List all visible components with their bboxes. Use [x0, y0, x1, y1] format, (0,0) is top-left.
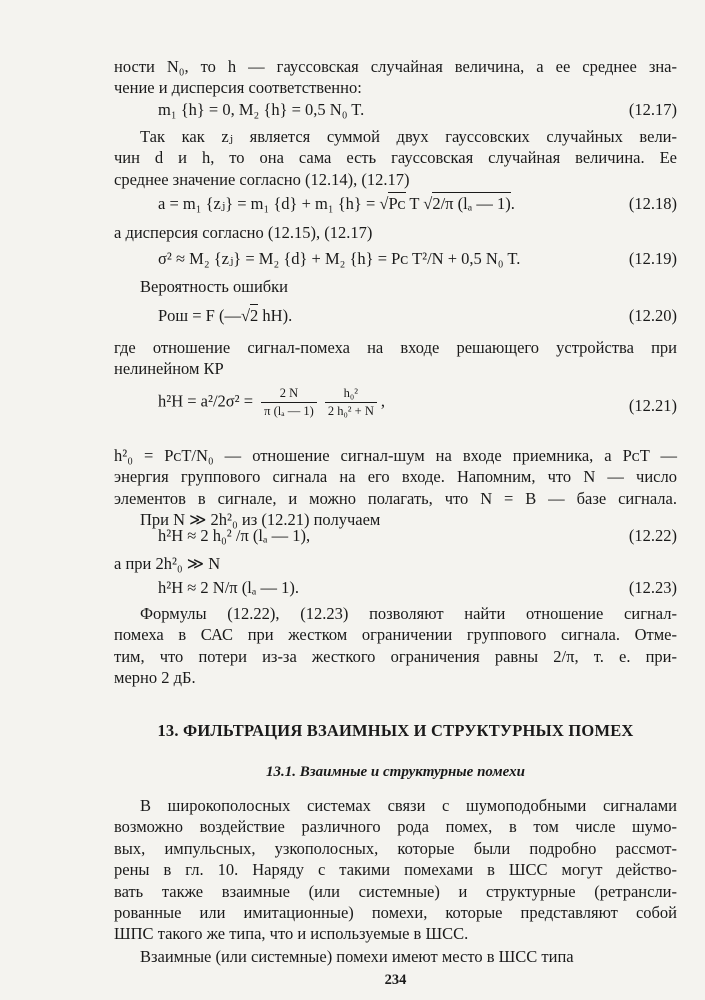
equation-12-18: a = m₁ {zⱼ} = m₁ {d} + m₁ {h} = √Pᴄ T √2/π (lₐ — 1).: [158, 194, 515, 213]
equation-12-22: h²Н ≈ 2 h₀² /π (lₐ — 1),: [158, 526, 311, 545]
equation-number-12-21: (12.21): [628, 396, 677, 415]
equation-number-12-17: (12.17): [628, 100, 677, 119]
probability-line: Вероятность ошибки: [140, 277, 289, 296]
paragraph-6: В широкополосных системах связи с шумоподобными сигналами возможно воздействие различного рода помех, в том числе шумо- вых, импульсных, узкополосных, которые были подробно рассмот- рены в гл. 10. Наряду с такими помехами в ШСС могут действо- вать также взаимные (или системные) и структурные (ретрансли- рованные или имитационные) помехи, которые представляют собой ШПС такого же типа, что и используемые в ШСС.: [114, 796, 677, 944]
equation-number-12-22: (12.22): [628, 526, 677, 545]
page-number: 234: [384, 972, 407, 988]
paragraph-5: Формулы (12.22), (12.23) позволяют найти отношение сигнал- помеха в САС при жестком ограничении группового сигнала. Отме- тим, что потери из-за жесткого ограничения равны 2/π, т. е. при- мерно 2 дБ.: [114, 604, 677, 688]
fraction-2: $\frac{\text{h₀²}}{\text{2 h₀² + N}}$: [325, 386, 377, 419]
paragraph-3: где отношение сигнал-помеха на входе решающего устройства при нелинейном КР: [114, 338, 677, 379]
paragraph-2: Так как zⱼ является суммой двух гауссовских случайных вели- чин d и h, то она сама есть гауссовская случайная величина. Ее среднее значение согласно (12.14), (12.17): [114, 127, 677, 189]
paragraph-7: Взаимные (или системные) помехи имеют место в ШСС типа: [140, 947, 574, 966]
paragraph-4: h²₀ = PᴄT/N₀ — отношение сигнал-шум на входе приемника, а PᴄT — энергия группового сигнала на его входе. Напомним, что N — число элементов в сигнале, и можно полагать, что N = B — базе сигнала. При N ≫ 2h²₀ из (12.21) получаем: [114, 446, 677, 530]
equation-number-12-18: (12.18): [628, 194, 677, 213]
equation-12-23: h²Н ≈ 2 N/π (lₐ — 1).: [158, 578, 299, 597]
equation-12-20: Pош = F (—√2 hН).: [158, 306, 293, 325]
fraction-1: $\frac{2 N}{\text{π (lₐ — 1)}}$: [261, 386, 317, 419]
when-line: а при 2h²₀ ≫ N: [114, 554, 221, 573]
equation-number-12-19: (12.19): [628, 249, 677, 268]
equation-12-21: h²Н = a²/2σ² = $\frac{2 N}{\text{π (lₐ — 1)}}$ $\frac{\text{h₀²}}{\text{2 h₀² + N}}$ ,: [158, 386, 386, 418]
section-heading: 13. ФИЛЬТРАЦИЯ ВЗАИМНЫХ И СТРУКТУРНЫХ ПОМЕХ: [157, 721, 634, 740]
equation-number-12-23: (12.23): [628, 578, 677, 597]
equation-number-12-20: (12.20): [628, 306, 677, 325]
dispersion-line: а дисперсия согласно (12.15), (12.17): [114, 223, 373, 242]
equation-12-19: σ² ≈ M₂ {zⱼ} = M₂ {d} + M₂ {h} = Pᴄ T²/N + 0,5 N₀ T.: [158, 249, 521, 268]
equation-12-17: m₁ {h} = 0, M₂ {h} = 0,5 N₀ T.: [158, 100, 365, 119]
paragraph-1: ности N₀, то h — гауссовская случайная величина, а ее среднее зна- чение и дисперсия соответственно:: [114, 57, 677, 98]
subsection-heading: 13.1. Взаимные и структурные помехи: [266, 764, 525, 780]
